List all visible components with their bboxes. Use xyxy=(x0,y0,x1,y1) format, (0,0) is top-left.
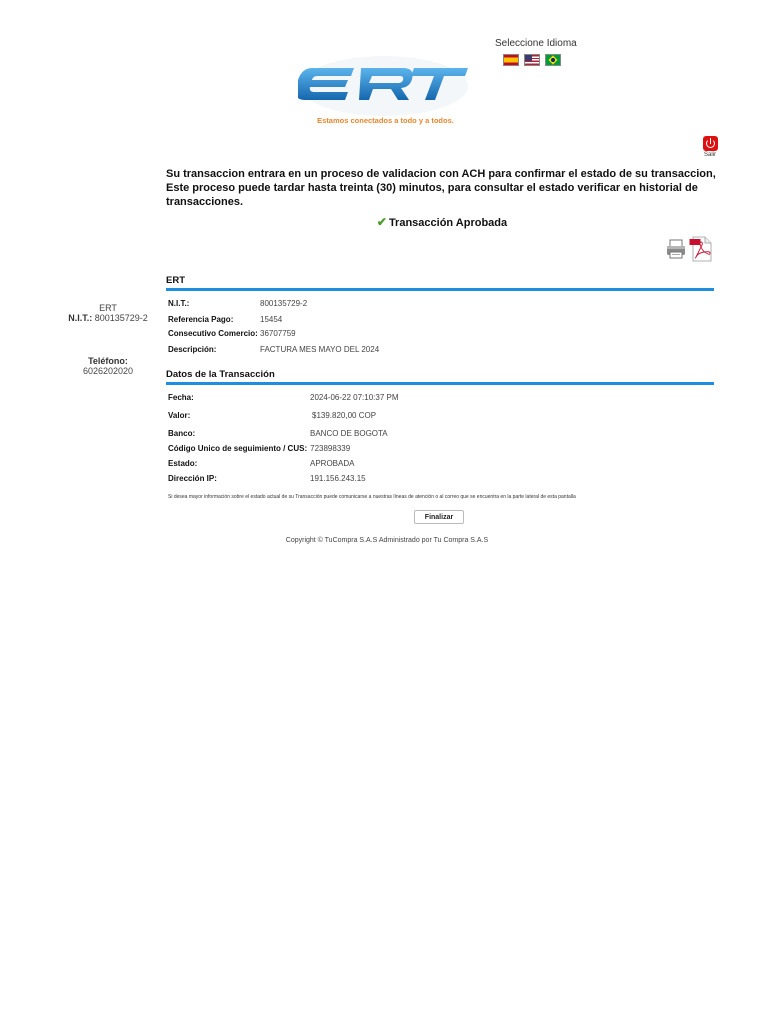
transaction-row xyxy=(168,393,399,402)
transaction-row xyxy=(168,411,376,420)
exit-label: Salir xyxy=(703,152,716,158)
exit-button[interactable] xyxy=(701,136,719,158)
row-label: Dirección IP: xyxy=(168,474,217,483)
language-selector xyxy=(503,54,561,66)
row-value: 2024-06-22 07:10:37 PM xyxy=(310,393,399,402)
sidebar-nit-label: N.I.T.: xyxy=(68,313,93,323)
row-label: Referencia Pago: xyxy=(168,315,234,324)
row-label: Valor: xyxy=(168,411,191,420)
sidebar-company xyxy=(60,303,156,323)
sidebar-phone-value: 6026202020 xyxy=(82,366,134,376)
transaction-divider xyxy=(166,382,714,385)
row-value: 191.156.243.15 xyxy=(310,474,366,483)
sidebar-nit xyxy=(60,313,156,323)
row-label: Estado: xyxy=(168,459,198,468)
copyright: Copyright © TuCompra S.A.S Administrado por Tu Compra S.A.S xyxy=(285,537,489,544)
transaction-row xyxy=(168,459,354,468)
merchant-row xyxy=(168,345,379,354)
contact-info-note: Si desea mayor información sobre el estado actual de su Transacción puede comunicarse a nuestras líneas de atención o al correo que se encuentra en la parte lateral de esta pantalla xyxy=(168,494,576,500)
merchant-divider xyxy=(166,288,714,291)
sidebar-contact xyxy=(60,356,156,376)
row-value: 723898339 xyxy=(310,444,351,453)
language-label: Seleccione Idioma xyxy=(495,38,577,49)
row-label: Código Unico de seguimiento / CUS: xyxy=(168,444,308,453)
row-value: APROBADA xyxy=(310,459,355,468)
sidebar-phone-label: Teléfono: xyxy=(88,356,128,366)
merchant-section-title: ERT xyxy=(166,275,185,286)
sidebar-nit-value: 800135729-2 xyxy=(94,313,148,323)
finalize-button[interactable]: Finalizar xyxy=(414,510,464,524)
row-label: N.I.T.: xyxy=(168,299,190,308)
row-label: Fecha: xyxy=(168,393,194,402)
power-icon[interactable] xyxy=(703,136,718,151)
merchant-row xyxy=(168,329,296,338)
checkmark-icon: ✔ xyxy=(376,215,387,229)
tagline: Estamos conectados a todo y a todos. xyxy=(317,116,454,125)
printer-icon[interactable] xyxy=(666,238,686,260)
brazil-flag-icon[interactable] xyxy=(545,54,561,66)
transaction-row xyxy=(168,444,350,453)
row-label: Banco: xyxy=(168,429,196,438)
transaction-row xyxy=(168,429,388,438)
transaction-row xyxy=(168,474,366,483)
row-value: FACTURA MES MAYO DEL 2024 xyxy=(260,345,380,354)
row-label: Consecutivo Comercio: xyxy=(168,329,258,338)
validation-notice: Su transaccion entrara en un proceso de validacion con ACH para confirmar el estado de su transaccion, Este proceso puede tardar hasta treinta (30) minutos, para consultar el estado verificar en historial de transacciones. xyxy=(166,168,716,208)
spain-flag-icon[interactable] xyxy=(503,54,519,66)
row-value: 36707759 xyxy=(260,329,296,338)
sidebar-company-name: ERT xyxy=(99,303,117,313)
status-message xyxy=(166,215,718,229)
row-value: 15454 xyxy=(260,315,283,324)
pdf-icon[interactable] xyxy=(689,236,713,262)
row-value: $139.820,00 COP xyxy=(312,411,377,420)
usa-flag-icon[interactable] xyxy=(524,54,540,66)
row-value: 800135729-2 xyxy=(260,299,308,308)
status-text: Transacción Aprobada xyxy=(388,217,508,229)
merchant-row xyxy=(168,299,307,308)
transaction-section-title: Datos de la Transacción xyxy=(166,369,275,380)
row-label: Descripción: xyxy=(168,345,217,354)
merchant-row xyxy=(168,315,282,324)
row-value: BANCO DE BOGOTA xyxy=(310,429,388,438)
